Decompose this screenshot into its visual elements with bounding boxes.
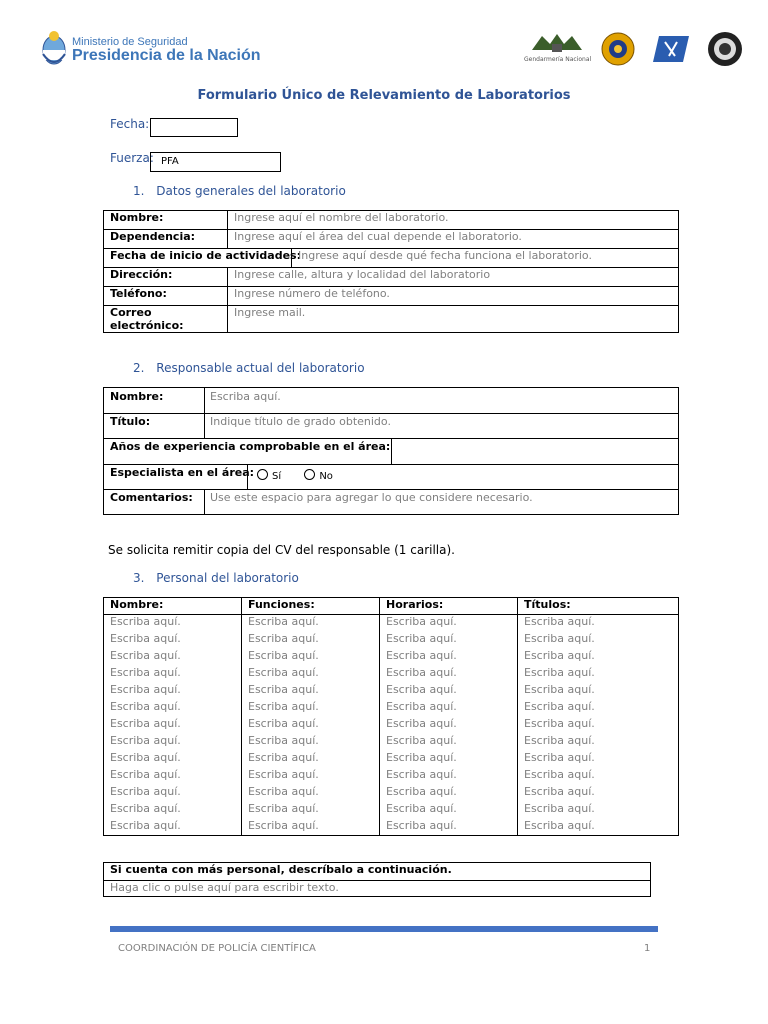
funciones-field[interactable]: Escriba aquí. <box>242 717 380 734</box>
table-row <box>104 785 679 802</box>
footer-bar <box>110 926 658 932</box>
fuerza-input[interactable]: PFA <box>150 152 281 172</box>
section2-title: Responsable actual del laboratorio <box>156 361 365 375</box>
table-row <box>104 489 678 514</box>
titulos-field[interactable]: Escriba aquí. <box>518 785 679 802</box>
nombre-field[interactable]: Escriba aquí. <box>104 717 242 734</box>
table-row <box>104 211 679 230</box>
table-row <box>104 287 679 306</box>
titulos-field[interactable]: Escriba aquí. <box>518 768 679 785</box>
table-row <box>104 464 678 490</box>
titulos-field[interactable]: Escriba aquí. <box>518 734 679 751</box>
coat-of-arms-icon <box>40 30 68 68</box>
fecha-inicio-cell <box>104 249 679 268</box>
table-row <box>104 306 679 333</box>
section3-number: 3. <box>133 571 145 585</box>
nombre-lab-label: Nombre: <box>104 211 228 230</box>
direccion-field[interactable]: Ingrese calle, altura y localidad del laboratorio <box>228 268 679 287</box>
responsable-table <box>103 387 679 515</box>
table-header-row <box>104 598 679 615</box>
fecha-label: Fecha: <box>110 117 150 131</box>
resp-comentarios-field[interactable]: Use este espacio para agregar lo que considere necesario. <box>210 491 533 504</box>
funciones-field[interactable]: Escriba aquí. <box>242 751 380 768</box>
titulos-field[interactable]: Escriba aquí. <box>518 802 679 819</box>
correo-field[interactable]: Ingrese mail. <box>228 306 679 333</box>
telefono-label: Teléfono: <box>104 287 228 306</box>
horarios-field[interactable]: Escriba aquí. <box>380 734 518 751</box>
especialista-radio-group <box>257 469 333 482</box>
extra-personal-label: Si cuenta con más personal, descríbalo a continuación. <box>104 863 650 881</box>
table-row <box>104 649 679 666</box>
titulos-field[interactable]: Escriba aquí. <box>518 700 679 717</box>
table-row <box>104 819 679 836</box>
titulos-field[interactable]: Escriba aquí. <box>518 615 679 632</box>
funciones-field[interactable]: Escriba aquí. <box>242 768 380 785</box>
fecha-inicio-label: Fecha de inicio de actividades: <box>104 249 292 267</box>
nombre-field[interactable]: Escriba aquí. <box>104 632 242 649</box>
col-header: Horarios: <box>380 598 518 615</box>
table-row <box>104 683 679 700</box>
correo-label: Correo electrónico: <box>104 306 228 333</box>
funciones-field[interactable]: Escriba aquí. <box>242 734 380 751</box>
section3-heading <box>133 571 299 585</box>
footer-text: COORDINACIÓN DE POLICÍA CIENTÍFICA <box>118 943 316 954</box>
nombre-field[interactable]: Escriba aquí. <box>104 666 242 683</box>
radio-no[interactable] <box>304 469 315 480</box>
page-number: 1 <box>644 943 651 954</box>
titulos-field[interactable]: Escriba aquí. <box>518 751 679 768</box>
resp-anios-label: Años de experiencia comprobable en el área: <box>110 440 391 453</box>
table-row <box>104 413 678 439</box>
resp-comentarios-label: Comentarios: <box>110 491 193 504</box>
horarios-field[interactable]: Escriba aquí. <box>380 751 518 768</box>
nombre-field[interactable]: Escriba aquí. <box>104 802 242 819</box>
horarios-field[interactable]: Escriba aquí. <box>380 683 518 700</box>
funciones-field[interactable]: Escriba aquí. <box>242 683 380 700</box>
lab-general-table <box>103 210 679 333</box>
horarios-field[interactable]: Escriba aquí. <box>380 717 518 734</box>
ministry-name: Ministerio de Seguridad <box>72 36 188 48</box>
telefono-field[interactable]: Ingrese número de teléfono. <box>228 287 679 306</box>
section1-number: 1. <box>133 184 145 198</box>
section1-title: Datos generales del laboratorio <box>156 184 346 198</box>
resp-nombre-label: Nombre: <box>110 390 164 403</box>
funciones-field[interactable]: Escriba aquí. <box>242 802 380 819</box>
col-header: Funciones: <box>242 598 380 615</box>
radio-no-label: No <box>319 471 333 482</box>
resp-titulo-field[interactable]: Indique título de grado obtenido. <box>210 415 391 428</box>
horarios-field[interactable]: Escriba aquí. <box>380 768 518 785</box>
gendarmeria-logo <box>522 30 592 66</box>
horarios-field[interactable]: Escriba aquí. <box>380 819 518 836</box>
section2-number: 2. <box>133 361 145 375</box>
nombre-field[interactable]: Escriba aquí. <box>104 751 242 768</box>
table-row <box>104 230 679 249</box>
funciones-field[interactable]: Escriba aquí. <box>242 649 380 666</box>
section2-heading <box>133 361 365 375</box>
cv-note: Se solicita remitir copia del CV del responsable (1 carilla). <box>108 543 455 557</box>
funciones-field[interactable]: Escriba aquí. <box>242 632 380 649</box>
table-row <box>104 717 679 734</box>
nombre-field[interactable]: Escriba aquí. <box>104 768 242 785</box>
horarios-field[interactable]: Escriba aquí. <box>380 700 518 717</box>
table-row <box>104 666 679 683</box>
titulos-field[interactable]: Escriba aquí. <box>518 649 679 666</box>
table-row <box>104 268 679 287</box>
section1-heading <box>133 184 346 198</box>
table-row <box>104 751 679 768</box>
nombre-field[interactable]: Escriba aquí. <box>104 785 242 802</box>
nombre-field[interactable]: Escriba aquí. <box>104 649 242 666</box>
table-row <box>104 734 679 751</box>
horarios-field[interactable]: Escriba aquí. <box>380 649 518 666</box>
radio-si-label: Sí <box>272 471 282 482</box>
page-title: Formulario Único de Relevamiento de Laboratorios <box>197 88 571 103</box>
col-header: Títulos: <box>518 598 679 615</box>
titulos-field[interactable]: Escriba aquí. <box>518 717 679 734</box>
funciones-field[interactable]: Escriba aquí. <box>242 700 380 717</box>
horarios-field[interactable]: Escriba aquí. <box>380 666 518 683</box>
nombre-field[interactable]: Escriba aquí. <box>104 615 242 632</box>
nombre-field[interactable]: Escriba aquí. <box>104 683 242 700</box>
gendarmeria-caption: Gendarmería Nacional <box>524 56 592 63</box>
titulos-field[interactable]: Escriba aquí. <box>518 683 679 700</box>
nombre-field[interactable]: Escriba aquí. <box>104 700 242 717</box>
pfa-badge-icon <box>601 32 635 66</box>
psa-seal-icon <box>707 31 743 67</box>
col-header: Nombre: <box>104 598 242 615</box>
funciones-field[interactable]: Escriba aquí. <box>242 819 380 836</box>
direccion-label: Dirección: <box>104 268 228 287</box>
nombre-field[interactable]: Escriba aquí. <box>104 819 242 836</box>
nombre-lab-field[interactable]: Ingrese aquí el nombre del laboratorio. <box>228 211 679 230</box>
table-row <box>104 632 679 649</box>
table-row <box>104 249 679 268</box>
resp-especialista-label: Especialista en el área: <box>110 466 255 479</box>
section3-title: Personal del laboratorio <box>156 571 299 585</box>
resp-nombre-field[interactable]: Escriba aquí. <box>210 390 281 403</box>
dependencia-label: Dependencia: <box>104 230 228 249</box>
horarios-field[interactable]: Escriba aquí. <box>380 615 518 632</box>
funciones-field[interactable]: Escriba aquí. <box>242 615 380 632</box>
horarios-field[interactable]: Escriba aquí. <box>380 785 518 802</box>
titulos-field[interactable]: Escriba aquí. <box>518 819 679 836</box>
titulos-field[interactable]: Escriba aquí. <box>518 666 679 683</box>
funciones-field[interactable]: Escriba aquí. <box>242 666 380 683</box>
table-row <box>104 768 679 785</box>
extra-personal-field[interactable]: Haga clic o pulse aquí para escribir texto. <box>110 881 339 894</box>
fecha-input[interactable] <box>150 118 238 137</box>
prefectura-logo-icon <box>651 34 691 64</box>
presidency-name: Presidencia de la Nación <box>72 47 261 64</box>
horarios-field[interactable]: Escriba aquí. <box>380 802 518 819</box>
personal-table <box>103 597 679 836</box>
table-row <box>104 700 679 717</box>
table-row <box>104 802 679 819</box>
radio-si[interactable] <box>257 469 268 480</box>
dependencia-field[interactable]: Ingrese aquí el área del cual depende el laboratorio. <box>228 230 679 249</box>
table-row <box>104 388 678 414</box>
resp-titulo-label: Título: <box>110 415 151 428</box>
titulos-field[interactable]: Escriba aquí. <box>518 632 679 649</box>
fuerza-label: Fuerza: <box>110 151 154 165</box>
table-row <box>104 438 678 465</box>
horarios-field[interactable]: Escriba aquí. <box>380 632 518 649</box>
table-row <box>104 615 679 632</box>
funciones-field[interactable]: Escriba aquí. <box>242 785 380 802</box>
extra-personal-box <box>103 862 651 897</box>
fecha-inicio-field[interactable]: Ingrese aquí desde qué fecha funciona el laboratorio. <box>298 249 592 262</box>
nombre-field[interactable]: Escriba aquí. <box>104 734 242 751</box>
gendarmeria-emblem-icon <box>522 30 592 56</box>
